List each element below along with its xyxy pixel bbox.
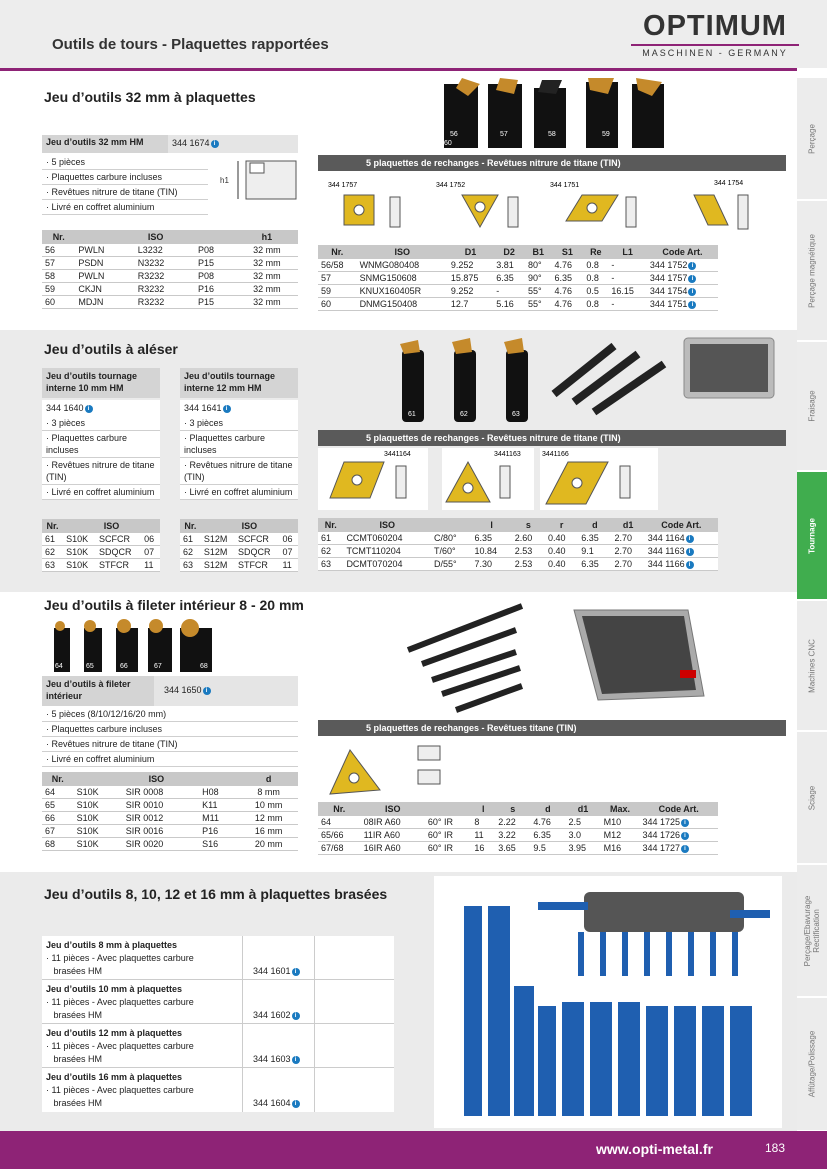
table-row: 61 CCMT060204 C/80° 6.35 2.60 0.40 6.35 2.70 344 1164 i <box>318 532 718 545</box>
page-number: 183 <box>765 1141 786 1155</box>
table-row: 67 S10K SIR 0016 P16 16 mm <box>42 825 298 838</box>
table-row: 65/66 11IR A60 60° IR 11 3.22 6.35 3.0 M12 344 1726 i <box>318 829 718 842</box>
svg-text:3441163: 3441163 <box>494 451 521 458</box>
table-threading: Nr. ISO d 64 S10K SIR 0008 H08 8 mm 65 S10K SIR 0010 K11 10 mm 66 S10K SIR 0012 M11 12 mm 67 S10K SIR 0016 P16 16 mm 68 S10K SIR 0020 S16 20 mm <box>42 772 298 851</box>
thread-insert-diagram <box>318 738 458 800</box>
info-icon[interactable]: i <box>688 262 696 270</box>
sidebar-tab-affutage[interactable]: Affûtage/Polissage <box>797 998 827 1131</box>
list-item: Jeu d’outils 12 mm à plaquettes · 11 pièces - Avec plaquettes carbure brasées HM 344 1603 i <box>42 1024 394 1068</box>
insert-diagrams <box>318 448 658 510</box>
table-row: 60 DNMG150408 12.7 5.16 55° 4.76 0.8 - 344 1751 i <box>318 298 718 311</box>
sidebar-tab-machines-cnc[interactable]: Machines CNC <box>797 601 827 731</box>
table-row: 56 PWLN L3232 P08 32 mm <box>42 244 298 257</box>
info-icon[interactable]: i <box>686 535 694 543</box>
section-title-boring: Jeu d’outils à aléser <box>44 341 178 357</box>
threading-set-photo <box>388 600 708 716</box>
svg-text:61: 61 <box>408 411 416 418</box>
product-label: Jeu d’outils tournage interne 12 mm HM <box>180 368 298 398</box>
info-icon[interactable]: i <box>681 845 689 853</box>
info-icon[interactable]: i <box>292 968 300 976</box>
svg-text:344 1752: 344 1752 <box>436 182 466 189</box>
website-link[interactable]: www.opti-metal.fr <box>596 1141 713 1157</box>
threading-tools-photo <box>50 618 220 674</box>
shank-diagram <box>208 157 298 207</box>
list-item: Jeu d’outils 16 mm à plaquettes · 11 pièces - Avec plaquettes carbure brasées HM 344 1604 i <box>42 1068 394 1112</box>
table-row: 67/68 16IR A60 60° IR 16 3.65 9.5 3.95 M16 344 1727 i <box>318 842 718 855</box>
info-icon[interactable]: i <box>85 405 93 413</box>
brazed-tools-photo <box>434 876 782 1128</box>
table-row: 57 PSDN N3232 P15 32 mm <box>42 257 298 270</box>
sidebar-tab-tournage[interactable]: Tournage <box>797 472 827 600</box>
svg-text:56: 56 <box>450 131 458 138</box>
article-number: 344 1640 i <box>42 400 160 416</box>
col-header: h1 <box>236 230 298 244</box>
page-title: Outils de tours - Plaquettes rapportées <box>52 36 329 53</box>
article-number: 344 1674 i <box>168 135 240 153</box>
svg-text:344 1754: 344 1754 <box>714 180 744 187</box>
svg-text:66: 66 <box>120 663 128 670</box>
brand-name: OPTIMUM <box>643 10 787 42</box>
info-icon[interactable]: i <box>292 1012 300 1020</box>
product-boring-10 <box>42 368 160 500</box>
info-icon[interactable]: i <box>686 548 694 556</box>
list-item: Jeu d’outils 8 mm à plaquettes · 11 pièces - Avec plaquettes carbure brasées HM 344 1601 i <box>42 936 394 980</box>
product-32mm <box>42 135 298 215</box>
svg-text:57: 57 <box>500 131 508 138</box>
info-icon[interactable]: i <box>681 819 689 827</box>
table-row: 62 S10K SDQCR 07 <box>42 546 160 559</box>
svg-text:65: 65 <box>86 663 94 670</box>
svg-text:58: 58 <box>548 131 556 138</box>
table-row: 60 MDJN R3232 P15 32 mm <box>42 296 298 309</box>
spare-inserts-bar: 5 plaquettes de rechanges - Revêtues nitrure de titane (TIN) <box>318 430 786 446</box>
info-icon[interactable]: i <box>681 832 689 840</box>
svg-text:59: 59 <box>602 131 610 138</box>
sidebar-tab-percage-magnetique[interactable]: Perçage magnétique <box>797 201 827 341</box>
table-row: 63 DCMT070204 D/55° 7.30 2.53 0.40 6.35 2.70 344 1166 i <box>318 558 718 571</box>
table-row: 58 PWLN R3232 P08 32 mm <box>42 270 298 283</box>
sidebar-tab-fraisage[interactable]: Fraisage <box>797 342 827 471</box>
svg-text:63: 63 <box>512 411 520 418</box>
section-title-brazed: Jeu d’outils 8, 10, 12 et 16 mm à plaquettes brasées <box>44 886 388 902</box>
info-icon[interactable]: i <box>686 561 694 569</box>
table-row: 64 S10K SIR 0008 H08 8 mm <box>42 786 298 799</box>
brand-logo <box>631 10 799 58</box>
product-label: Jeu d’outils 32 mm HM <box>42 135 168 153</box>
feature-list: · 3 pièces · Plaquettes carbure incluses · Revêtues nitrure de titane (TIN) · Livré en coffret aluminium <box>42 416 160 500</box>
product-label: Jeu d’outils à fileter intérieur <box>42 676 154 706</box>
brand-subtitle: MASCHINEN - GERMANY <box>631 44 799 58</box>
article-number: 344 1641 i <box>180 400 298 416</box>
table-row: 64 08IR A60 60° IR 8 2.22 4.76 2.5 M10 344 1725 i <box>318 816 718 829</box>
table-row: 61 S10K SCFCR 06 <box>42 533 160 546</box>
svg-text:62: 62 <box>460 411 468 418</box>
sidebar-nav <box>797 78 827 1131</box>
feature-list: · 3 pièces · Plaquettes carbure incluses · Revêtues nitrure de titane (TIN) · Livré en coffret aluminium <box>180 416 298 500</box>
svg-text:3441164: 3441164 <box>384 451 411 458</box>
boring-bars-photo <box>394 336 794 426</box>
info-icon[interactable]: i <box>292 1100 300 1108</box>
svg-text:344 1757: 344 1757 <box>328 182 358 189</box>
inserts-table-boring: Nr. ISO l s r d d1 Code Art. 61 CCMT060204 C/80° 6.35 2.60 0.40 6.35 2.70 344 1164 i 62 TCMT110204 T/60° 10.84 2.53 0.40 9.1 2.70 344 1163 i 63 DCMT070204 D/55° 7.30 2.53 0.40 6.35 2.70 344 1166 i <box>318 518 718 571</box>
table-row: 66 S10K SIR 0012 M11 12 mm <box>42 812 298 825</box>
svg-text:60: 60 <box>444 140 452 147</box>
table-row: 62 S12M SDQCR 07 <box>180 546 298 559</box>
info-icon[interactable]: i <box>292 1056 300 1064</box>
inserts-table-threading: Nr. ISO l s d d1 Max. Code Art. 64 08IR A60 60° IR 8 2.22 4.76 2.5 M10 344 1725 i 65/66 11IR A60 60° IR 11 3.22 6.35 3.0 M12 344 1726 i 67/68 16IR A60 60° IR 16 3.65 9.5 3.95 M16 344 1727 i <box>318 802 718 855</box>
product-boring-12 <box>180 368 298 500</box>
table-row: 63 S12M STFCR 11 <box>180 559 298 572</box>
info-icon[interactable]: i <box>203 687 211 695</box>
table-boring-10: Nr. ISO 61 S10K SCFCR 06 62 S10K SDQCR 07 63 S10K STFCR 11 <box>42 519 160 572</box>
sidebar-tab-sciage[interactable]: Sciage <box>797 732 827 864</box>
brazed-sets-list <box>42 936 394 1112</box>
table-row: 56/58 WNMG080408 9.252 3.81 80° 4.76 0.8 - 344 1752 i <box>318 259 718 272</box>
header-rule <box>0 68 797 71</box>
section-title-32mm: Jeu d’outils 32 mm à plaquettes <box>44 89 256 105</box>
col-header: Nr. <box>42 230 75 244</box>
article-number: 344 1650 i <box>154 676 298 706</box>
table-row: 62 TCMT110204 T/60° 10.84 2.53 0.40 9.1 2.70 344 1163 i <box>318 545 718 558</box>
table-row: 57 SNMG150608 15.875 6.35 90° 6.35 0.8 - 344 1757 i <box>318 272 718 285</box>
spare-inserts-bar: 5 plaquettes de rechanges - Revêtues nitrure de titane (TIN) <box>318 155 786 171</box>
list-item: Jeu d’outils 10 mm à plaquettes · 11 pièces - Avec plaquettes carbure brasées HM 344 1602 i <box>42 980 394 1024</box>
svg-text:344 1751: 344 1751 <box>550 182 580 189</box>
section-title-threading: Jeu d’outils à fileter intérieur 8 - 20 mm <box>44 597 304 613</box>
table-boring-12: Nr. ISO 61 S12M SCFCR 06 62 S12M SDQCR 07 63 S12M STFCR 11 <box>180 519 298 572</box>
tool-holders-photo <box>438 76 668 156</box>
table-row: 61 S12M SCFCR 06 <box>180 533 298 546</box>
sidebar-tab-percage[interactable]: Perçage <box>797 78 827 200</box>
product-threading <box>42 676 298 706</box>
insert-diagrams <box>318 173 786 239</box>
svg-text:68: 68 <box>200 663 208 670</box>
info-icon[interactable]: i <box>688 275 696 283</box>
inserts-table-32mm: Nr. ISO D1 D2 B1 S1 Re L1 Code Art. 56/58 WNMG080408 9.252 3.81 80° 4.76 0.8 - 344 1752 i 57 SNMG150608 15.875 6.35 90° 6.35 0.8 - 344 1757 i 59 KNUX160405R 9.252 - 55° 4.76 0.5 16.15 344 1754 i 60 DNMG150408 12.7 5.16 55° 4.76 0.8 - 344 1751 i <box>318 245 718 311</box>
info-icon[interactable]: i <box>688 288 696 296</box>
info-icon[interactable]: i <box>688 301 696 309</box>
product-label: Jeu d’outils tournage interne 10 mm HM <box>42 368 160 398</box>
feature-list: · 5 pièces · Plaquettes carbure incluses · Revêtues nitrure de titane (TIN) · Livré en coffret aluminium <box>42 155 208 215</box>
svg-text:64: 64 <box>55 663 63 670</box>
table-row: 63 S10K STFCR 11 <box>42 559 160 572</box>
table-row: 59 CKJN R3232 P16 32 mm <box>42 283 298 296</box>
table-row: 59 KNUX160405R 9.252 - 55° 4.76 0.5 16.15 344 1754 i <box>318 285 718 298</box>
sidebar-tab-rectification[interactable]: Perçage/Ebavurage Rectification <box>797 865 827 997</box>
table-32mm <box>42 230 298 309</box>
info-icon[interactable]: i <box>211 140 219 148</box>
table-row: 68 S10K SIR 0020 S16 20 mm <box>42 838 298 851</box>
svg-text:h1: h1 <box>220 176 229 185</box>
spare-inserts-bar: 5 plaquettes de rechanges - Revêtues titane (TIN) <box>318 720 786 736</box>
col-header: ISO <box>75 230 235 244</box>
table-row: 65 S10K SIR 0010 K11 10 mm <box>42 799 298 812</box>
svg-text:3441166: 3441166 <box>542 451 569 458</box>
svg-text:67: 67 <box>154 663 162 670</box>
feature-list: · 5 pièces (8/10/12/16/20 mm) · Plaquettes carbure incluses · Revêtues nitrure de titane (TIN) · Livré en coffret aluminium <box>42 707 298 767</box>
info-icon[interactable]: i <box>223 405 231 413</box>
